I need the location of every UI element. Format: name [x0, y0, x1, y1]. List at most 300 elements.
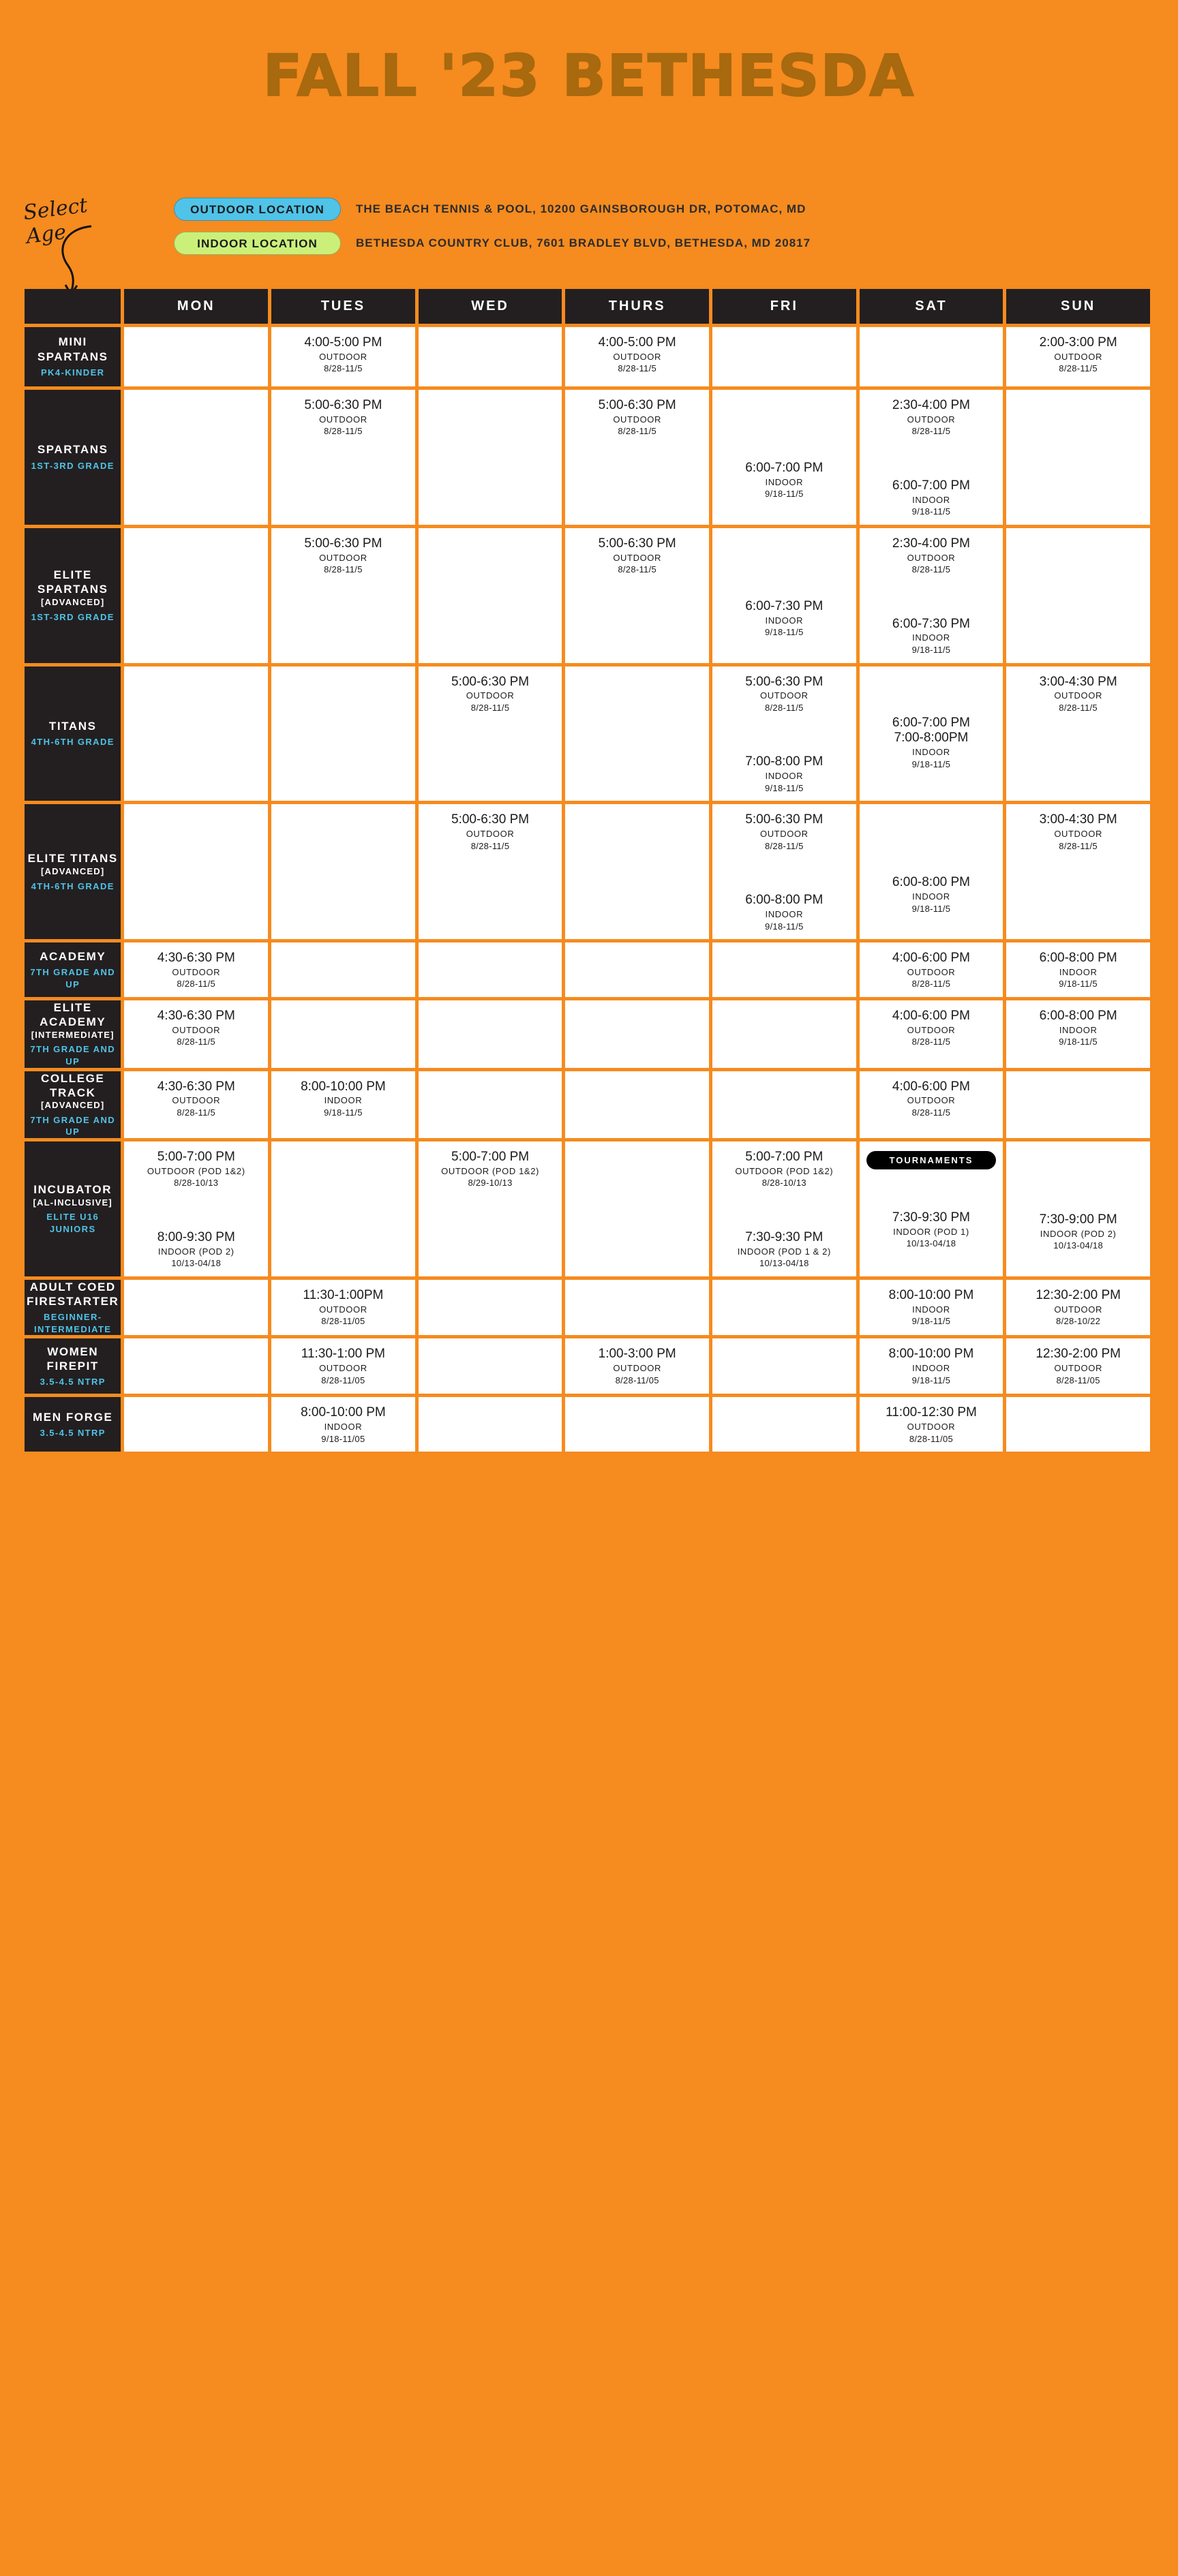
schedule-cell[interactable]	[565, 528, 712, 666]
session-slot[interactable]	[569, 536, 705, 576]
schedule-cell[interactable]	[712, 1000, 860, 1071]
schedule-cell[interactable]	[565, 327, 712, 390]
program-grade: BEGINNER-INTERMEDIATE	[34, 1312, 112, 1334]
cell-content	[124, 1000, 268, 1055]
session-slot[interactable]	[275, 398, 411, 438]
program-row-header[interactable]	[25, 1338, 124, 1397]
session-time: 4:30-6:30 PM	[157, 1009, 235, 1024]
schedule-cell[interactable]	[271, 1338, 419, 1397]
session-dates: 8/28-11/5	[177, 1107, 216, 1118]
session-time: 12:30-2:00 PM	[1036, 1287, 1121, 1302]
cell-content	[271, 528, 415, 583]
cell-content	[712, 804, 856, 939]
program-row-header[interactable]	[25, 666, 124, 805]
schedule-cell[interactable]	[1006, 1000, 1153, 1071]
cell-content	[565, 1338, 709, 1393]
schedule-cell[interactable]	[1006, 390, 1153, 528]
schedule-cell[interactable]	[271, 390, 419, 528]
session-dates: 9/18-11/5	[1059, 979, 1098, 990]
program-grade: 7TH GRADE AND UP	[30, 1044, 116, 1067]
session-slot[interactable]	[864, 478, 999, 518]
schedule-cell[interactable]	[860, 390, 1007, 528]
session-dates: 9/18-11/05	[321, 1433, 365, 1444]
schedule-cell[interactable]	[712, 942, 860, 1000]
schedule-cell[interactable]	[565, 942, 712, 1000]
session-time: 5:00-6:30 PM	[304, 398, 382, 412]
program-grade: 3.5-4.5 NTRP	[40, 1428, 106, 1439]
schedule-cell[interactable]	[565, 390, 712, 528]
schedule-cell[interactable]	[419, 942, 566, 1000]
schedule-cell[interactable]	[1006, 1338, 1153, 1397]
session-time: 1:00-3:00 PM	[598, 1347, 676, 1362]
spacer	[864, 675, 999, 716]
schedule-cell[interactable]	[124, 327, 271, 390]
session-slot[interactable]	[864, 536, 999, 576]
program-name: ADULT COED FIRESTARTER	[27, 1280, 119, 1308]
table-row	[25, 528, 1153, 666]
spacer	[716, 1189, 852, 1230]
cell-content	[124, 1397, 268, 1412]
program-row-header[interactable]	[25, 1000, 124, 1071]
session-slot[interactable]	[128, 951, 264, 990]
session-slot[interactable]	[1010, 335, 1146, 375]
session-time: 4:30-6:30 PM	[157, 1079, 235, 1094]
spacer	[1010, 1150, 1146, 1212]
schedule-cell[interactable]	[419, 1397, 566, 1455]
session-slot[interactable]	[275, 1405, 411, 1445]
schedule-cell[interactable]	[271, 1141, 419, 1280]
cell-content	[860, 390, 1003, 525]
session-location: INDOOR (POD 1 & 2)	[737, 1246, 831, 1257]
session-location: OUTDOOR	[907, 1024, 956, 1035]
session-location: OUTDOOR	[466, 690, 515, 701]
session-location: OUTDOOR	[1054, 1363, 1102, 1374]
session-time: 6:00-7:00 PM	[892, 478, 970, 493]
schedule-cell[interactable]	[1006, 942, 1153, 1000]
cell-content	[271, 1338, 415, 1393]
session-location: OUTDOOR	[613, 552, 661, 563]
indoor-location-address: BETHESDA COUNTRY CLUB, 7601 BRADLEY BLVD, BETHESDA, MD 20817	[356, 236, 811, 249]
schedule-cell[interactable]	[712, 804, 860, 942]
session-slot[interactable]	[864, 1288, 999, 1328]
cell-content	[565, 327, 709, 382]
session-slot[interactable]	[864, 1347, 999, 1386]
session-slot[interactable]	[864, 617, 999, 656]
session-slot[interactable]	[864, 1079, 999, 1119]
session-location: OUTDOOR	[613, 414, 661, 425]
program-row-header[interactable]	[25, 327, 124, 390]
table-row	[25, 1338, 1153, 1397]
cell-content	[1006, 1000, 1150, 1055]
session-time: 5:00-6:30 PM	[451, 674, 530, 689]
schedule-cell[interactable]	[271, 528, 419, 666]
schedule-cell[interactable]	[271, 1071, 419, 1141]
outdoor-location-address: THE BEACH TENNIS & POOL, 10200 GAINSBOROUGH DR, POTOMAC, MD	[356, 202, 806, 215]
session-location: OUTDOOR (POD 1&2)	[147, 1165, 245, 1176]
tournaments-badge: TOURNAMENTS	[866, 1151, 997, 1169]
spacer	[128, 1189, 264, 1230]
schedule-cell[interactable]	[271, 804, 419, 942]
session-slot[interactable]	[423, 812, 558, 852]
session-slot[interactable]	[1010, 675, 1146, 714]
session-time: 5:00-6:30 PM	[304, 536, 382, 551]
session-slot[interactable]	[864, 716, 999, 731]
session-slot[interactable]	[128, 1230, 264, 1270]
cell-content	[1006, 1071, 1150, 1086]
schedule-cell[interactable]	[124, 942, 271, 1000]
cell-content	[271, 666, 415, 681]
schedule-cell[interactable]	[712, 666, 860, 805]
schedule-cell[interactable]	[419, 1338, 566, 1397]
cell-content	[860, 1071, 1003, 1126]
session-slot[interactable]	[275, 536, 411, 576]
session-slot[interactable]	[716, 754, 852, 794]
arrow-icon	[50, 222, 112, 297]
cell-content	[860, 1338, 1003, 1393]
session-slot[interactable]	[1010, 812, 1146, 852]
session-slot[interactable]	[275, 335, 411, 375]
schedule-cell[interactable]	[565, 1071, 712, 1141]
session-location: OUTDOOR	[907, 1095, 956, 1106]
program-row-header[interactable]	[25, 528, 124, 666]
schedule-table	[25, 289, 1153, 1455]
schedule-cell[interactable]	[712, 327, 860, 390]
cell-content	[271, 1397, 415, 1452]
schedule-cell[interactable]	[124, 390, 271, 528]
schedule-cell[interactable]	[1006, 804, 1153, 942]
schedule-cell[interactable]	[1006, 1397, 1153, 1455]
cell-content	[124, 942, 268, 997]
session-dates: 8/28-11/5	[911, 426, 951, 437]
schedule-cell[interactable]	[712, 1141, 860, 1280]
session-slot[interactable]	[569, 335, 705, 375]
cell-content	[271, 1141, 415, 1156]
session-dates: 9/18-11/5	[911, 903, 951, 914]
session-time: 6:00-8:00 PM	[745, 893, 824, 908]
schedule-cell[interactable]	[860, 804, 1007, 942]
schedule-cell[interactable]	[271, 327, 419, 390]
session-time: 6:00-7:30 PM	[892, 616, 970, 631]
cell-content	[712, 390, 856, 507]
column-header-thurs: THURS	[565, 289, 712, 327]
cell-content	[712, 1141, 856, 1276]
column-header-row	[25, 289, 1153, 327]
schedule-cell[interactable]	[712, 528, 860, 666]
session-slot[interactable]	[1010, 1347, 1146, 1386]
column-header-tues: TUES	[271, 289, 419, 327]
session-slot[interactable]	[1010, 951, 1146, 990]
cell-content	[1006, 942, 1150, 997]
program-name: TITANS	[48, 720, 97, 733]
session-dates: 9/18-11/5	[1059, 1037, 1098, 1047]
session-dates: 8/28-11/5	[764, 702, 804, 713]
schedule-cell[interactable]	[860, 1397, 1007, 1455]
session-slot[interactable]	[864, 875, 999, 915]
cell-content	[124, 1141, 268, 1276]
schedule-cell[interactable]	[1006, 327, 1153, 390]
session-location: OUTDOOR	[319, 414, 367, 425]
schedule-cell[interactable]	[1006, 1141, 1153, 1280]
session-time: 3:00-4:30 PM	[1039, 674, 1117, 689]
session-time: 2:00-3:00 PM	[1039, 335, 1117, 350]
cell-content	[860, 528, 1003, 663]
session-time: 11:00-12:30 PM	[886, 1405, 977, 1420]
schedule-cell[interactable]	[1006, 1280, 1153, 1339]
session-location: INDOOR	[765, 909, 804, 920]
schedule-cell[interactable]	[1006, 666, 1153, 805]
session-dates: 8/29-10/13	[468, 1178, 513, 1189]
session-slot[interactable]	[275, 1079, 411, 1119]
spacer	[716, 536, 852, 599]
table-row	[25, 1397, 1153, 1455]
schedule-cell[interactable]	[565, 804, 712, 942]
schedule-cell[interactable]	[124, 1141, 271, 1280]
cell-content	[271, 942, 415, 957]
schedule-table-head	[25, 289, 1153, 327]
schedule-cell[interactable]	[271, 942, 419, 1000]
session-time: 5:00-6:30 PM	[451, 812, 530, 827]
cell-content	[565, 942, 709, 957]
schedule-cell[interactable]	[860, 1071, 1007, 1141]
cell-content	[271, 390, 415, 444]
session-dates: 9/18-11/5	[911, 645, 951, 656]
schedule-cell[interactable]	[271, 1280, 419, 1339]
session-slot[interactable]	[275, 1288, 411, 1328]
spacer	[864, 1169, 999, 1210]
session-dates: 8/28-11/5	[911, 1037, 951, 1047]
program-name: ELITE SPARTANS	[37, 568, 108, 596]
schedule-cell[interactable]	[565, 1141, 712, 1280]
schedule-cell[interactable]	[1006, 528, 1153, 666]
schedule-cell[interactable]	[860, 1000, 1007, 1071]
session-location: INDOOR	[912, 747, 950, 758]
session-dates: 9/18-11/5	[911, 758, 951, 769]
session-time: 5:00-7:00 PM	[451, 1149, 530, 1164]
spacer	[864, 438, 999, 478]
session-slot[interactable]	[128, 1009, 264, 1048]
select-age-label: Select Age	[22, 193, 89, 249]
session-slot[interactable]	[864, 1009, 999, 1048]
session-slot[interactable]	[864, 398, 999, 438]
session-slot[interactable]	[1010, 1212, 1146, 1252]
program-row-header[interactable]	[25, 1141, 124, 1280]
cell-content	[565, 390, 709, 444]
session-location: OUTDOOR	[907, 414, 956, 425]
column-header-mon: MON	[124, 289, 271, 327]
schedule-cell[interactable]	[124, 1338, 271, 1397]
session-slot[interactable]	[128, 1150, 264, 1189]
cell-content	[124, 804, 268, 819]
session-location: OUTDOOR	[172, 1095, 221, 1106]
schedule-cell[interactable]	[565, 1000, 712, 1071]
program-name: ACADEMY	[40, 949, 106, 963]
schedule-cell[interactable]	[860, 327, 1007, 390]
session-time: 12:30-2:00 PM	[1036, 1347, 1121, 1362]
schedule-cell[interactable]	[860, 1141, 1007, 1280]
schedule-cell[interactable]	[860, 528, 1007, 666]
session-time: 8:00-10:00 PM	[888, 1287, 974, 1302]
schedule-cell[interactable]	[271, 1000, 419, 1071]
schedule-cell[interactable]	[860, 1280, 1007, 1339]
session-slot[interactable]	[423, 675, 558, 714]
session-slot[interactable]	[569, 1347, 705, 1386]
session-dates: 8/28-11/05	[1056, 1375, 1100, 1385]
schedule-cell[interactable]	[860, 666, 1007, 805]
spacer	[716, 852, 852, 893]
session-time: 7:30-9:00 PM	[1039, 1212, 1117, 1227]
session-slot[interactable]	[864, 731, 999, 770]
cell-content	[1006, 804, 1150, 859]
session-time: 3:00-4:30 PM	[1039, 812, 1117, 827]
schedule-cell[interactable]	[860, 1338, 1007, 1397]
cell-content	[271, 1000, 415, 1015]
schedule-cell[interactable]	[419, 666, 566, 805]
session-time: 6:00-7:30 PM	[745, 598, 824, 613]
session-time: 8:00-10:00 PM	[301, 1405, 386, 1420]
program-level: [ADVANCED]	[41, 596, 105, 607]
program-grade: 7TH GRADE AND UP	[30, 1114, 116, 1137]
session-dates: 8/28-11/5	[1059, 702, 1098, 713]
session-time: 4:00-6:00 PM	[892, 1079, 970, 1094]
schedule-cell[interactable]	[271, 1397, 419, 1455]
schedule-cell[interactable]	[419, 804, 566, 942]
program-row-header[interactable]	[25, 1280, 124, 1339]
schedule-cell[interactable]	[419, 1280, 566, 1339]
session-slot[interactable]	[716, 1150, 852, 1189]
program-level: [INTERMEDIATE]	[31, 1029, 115, 1040]
cell-content	[1006, 1141, 1150, 1259]
schedule-cell[interactable]	[124, 1280, 271, 1339]
program-row-header[interactable]	[25, 804, 124, 942]
session-dates: 8/28-11/05	[615, 1375, 659, 1385]
session-slot[interactable]	[716, 812, 852, 852]
cell-content	[712, 1397, 856, 1412]
legend-row-indoor	[174, 228, 811, 259]
outdoor-location-pill: OUTDOOR LOCATION	[174, 198, 341, 221]
cell-content	[124, 1338, 268, 1353]
schedule-cell[interactable]	[124, 528, 271, 666]
cell-content	[124, 666, 268, 681]
schedule-cell[interactable]	[1006, 1071, 1153, 1141]
session-dates: 9/18-11/5	[764, 782, 804, 793]
cell-content	[419, 1071, 562, 1086]
session-location: INDOOR	[1059, 1024, 1098, 1035]
session-slot[interactable]	[864, 1210, 999, 1250]
cell-content	[419, 1000, 562, 1015]
schedule-cell[interactable]	[419, 1000, 566, 1071]
schedule-cell[interactable]	[565, 1338, 712, 1397]
schedule-cell[interactable]	[565, 1280, 712, 1339]
session-slot[interactable]	[716, 893, 852, 932]
program-row-header[interactable]	[25, 1071, 124, 1141]
schedule-cell[interactable]	[124, 1071, 271, 1141]
cell-content	[860, 804, 1003, 921]
session-dates: 8/28-11/5	[177, 979, 216, 990]
schedule-cell[interactable]	[271, 666, 419, 805]
session-slot[interactable]	[569, 398, 705, 438]
program-name: WOMEN FIREPIT	[46, 1345, 99, 1373]
schedule-cell[interactable]	[712, 1338, 860, 1397]
schedule-cell[interactable]	[419, 1071, 566, 1141]
schedule-cell[interactable]	[712, 1397, 860, 1455]
cell-content	[419, 1338, 562, 1353]
session-dates: 8/28-11/05	[321, 1375, 365, 1385]
session-slot[interactable]	[423, 1150, 558, 1189]
schedule-cell[interactable]	[124, 1397, 271, 1455]
program-row-header[interactable]	[25, 942, 124, 1000]
session-slot[interactable]	[1010, 1288, 1146, 1328]
table-row	[25, 390, 1153, 528]
schedule-cell[interactable]	[565, 1397, 712, 1455]
session-location: OUTDOOR	[319, 552, 367, 563]
session-location: OUTDOOR	[1054, 351, 1102, 362]
session-slot[interactable]	[275, 1347, 411, 1386]
cell-content	[271, 1071, 415, 1126]
table-row	[25, 942, 1153, 1000]
session-slot[interactable]	[1010, 1009, 1146, 1048]
session-slot[interactable]	[864, 1405, 999, 1445]
cell-content	[1006, 327, 1150, 382]
session-slot[interactable]	[716, 1230, 852, 1270]
session-slot[interactable]	[716, 599, 852, 639]
schedule-cell[interactable]	[712, 1071, 860, 1141]
cell-content	[860, 942, 1003, 997]
schedule-cell[interactable]	[419, 1141, 566, 1280]
cell-content	[419, 327, 562, 342]
cell-content	[1006, 528, 1150, 543]
column-header-wed: WED	[419, 289, 566, 327]
schedule-cell[interactable]	[419, 327, 566, 390]
session-location: OUTDOOR	[1054, 829, 1102, 840]
session-dates: 8/28-11/5	[1059, 363, 1098, 374]
session-dates: 10/13-04/18	[906, 1238, 956, 1249]
session-slot[interactable]	[128, 1079, 264, 1119]
schedule-cell[interactable]	[419, 390, 566, 528]
schedule-cell[interactable]	[860, 942, 1007, 1000]
table-row	[25, 1000, 1153, 1071]
cell-content	[860, 666, 1003, 778]
schedule-cell[interactable]	[124, 666, 271, 805]
session-location: OUTDOOR (POD 1&2)	[735, 1165, 834, 1176]
cell-content	[124, 1280, 268, 1295]
session-time: 8:00-10:00 PM	[888, 1347, 974, 1362]
program-row-header[interactable]	[25, 1397, 124, 1455]
cell-content	[712, 1071, 856, 1086]
session-location: INDOOR	[912, 1304, 950, 1315]
schedule-cell[interactable]	[124, 1000, 271, 1071]
schedule-cell[interactable]	[124, 804, 271, 942]
schedule-cell[interactable]	[419, 528, 566, 666]
cell-content	[271, 1280, 415, 1334]
session-slot[interactable]	[716, 675, 852, 714]
schedule-cell[interactable]	[712, 1280, 860, 1339]
program-name: SPARTANS	[37, 443, 108, 457]
cell-content	[271, 327, 415, 382]
schedule-cell[interactable]	[565, 666, 712, 805]
session-dates: 8/28-11/5	[911, 564, 951, 575]
session-location: OUTDOOR	[613, 351, 661, 362]
schedule-cell[interactable]	[712, 390, 860, 528]
cell-content	[712, 1000, 856, 1015]
session-slot[interactable]	[716, 461, 852, 500]
select-age-annotation	[22, 193, 127, 249]
program-row-header[interactable]	[25, 390, 124, 528]
cell-content	[712, 327, 856, 342]
session-location: INDOOR	[324, 1095, 363, 1106]
session-dates: 8/28-11/5	[324, 426, 363, 437]
session-slot[interactable]	[864, 951, 999, 990]
program-grade: 4TH-6TH GRADE	[31, 880, 115, 891]
